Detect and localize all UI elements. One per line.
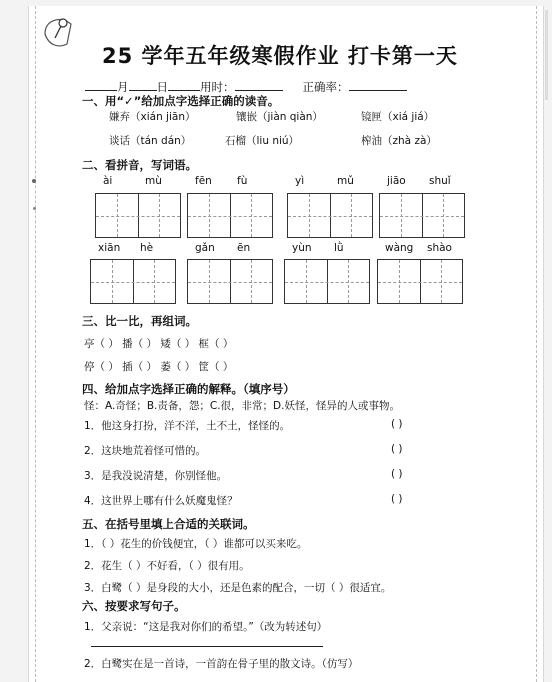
writing-grid[interactable] (379, 193, 465, 238)
writing-grid[interactable] (187, 193, 273, 238)
binding-hole (33, 207, 36, 210)
pinyin-label: hè (140, 242, 154, 254)
section-2-heading: 二、看拼音，写词语。 (82, 158, 197, 172)
grid-guide (443, 194, 444, 237)
grid-guide (91, 282, 175, 283)
definition-item: 1．他这身打扮，洋不洋，土不土，怪怪的。 (84, 420, 291, 432)
definition-item: 2．这块地荒着怪可惜的。 (84, 445, 207, 457)
definition-options: 怪：A.奇怪；B.责备，怨；C.很，非常；D.妖怪，怪异的人或事物。 (84, 400, 400, 412)
pinyin-label: mù (145, 175, 162, 187)
pinyin-label: lǜ (334, 242, 344, 254)
grid-guide (285, 282, 369, 283)
month-label: 月 (117, 80, 129, 94)
pinyin-label: ài (103, 175, 113, 187)
time-label: 用时： (200, 80, 235, 94)
definition-item: 4．这世界上哪有什么妖魔鬼怪？ (84, 495, 238, 507)
grid-guide (380, 216, 464, 217)
pinyin-label: mǔ (337, 175, 354, 187)
definition-item: 3．是我没说清楚，你别怪他。 (84, 470, 228, 482)
grid-guide (441, 260, 442, 303)
pinyin-choice-item: 镜匣（xiá jiá） (361, 111, 435, 123)
answer-paren[interactable]: ( ) (391, 493, 403, 505)
answer-paren[interactable]: ( ) (391, 468, 403, 480)
grid-guide (117, 194, 118, 237)
pinyin-label: xiān (98, 242, 121, 254)
grid-guide (251, 260, 252, 303)
writing-grid[interactable] (284, 259, 370, 304)
grid-guide (112, 260, 113, 303)
grid-guide (96, 216, 180, 217)
accuracy-label: 正确率： (302, 80, 349, 94)
conjunction-item: 2．花生（ ）不好看，（ ）很有用。 (84, 560, 250, 572)
margin-guide-right (536, 6, 537, 682)
writing-grid[interactable] (187, 259, 273, 304)
compare-row: 亭（ ） 播（ ） 矮（ ） 框（ ） (84, 338, 234, 350)
answer-paren[interactable]: ( ) (391, 443, 403, 455)
pinyin-choice-item: 嫌弃（xián jiān） (109, 111, 196, 123)
pinyin-label: jiāo (387, 175, 406, 187)
grid-guide (348, 260, 349, 303)
sentence-task: 2．白鹭实在是一首诗，一首韵在骨子里的散文诗。（仿写） (84, 658, 359, 670)
section-4-heading: 四、给加点字选择正确的解释。（填序号） (82, 382, 295, 396)
worksheet (28, 6, 544, 682)
pinyin-choice-item: 榨油（zhà zà） (361, 135, 437, 147)
writing-grid[interactable] (90, 259, 176, 304)
writing-grid[interactable] (95, 193, 181, 238)
grid-guide (288, 216, 372, 217)
page-title: 25 学年五年级寒假作业 打卡第一天 (102, 44, 458, 68)
compare-row: 停（ ） 插（ ） 萎（ ） 筐（ ） (84, 361, 234, 373)
writing-grid[interactable] (377, 259, 463, 304)
answer-paren[interactable]: ( ) (391, 418, 403, 430)
section-3-heading: 三、比一比，再组词。 (82, 314, 197, 328)
section-6-heading: 六、按要求写句子。 (82, 599, 186, 613)
grid-guide (309, 194, 310, 237)
pushpin-note-icon (41, 14, 79, 52)
grid-guide (306, 260, 307, 303)
conjunction-item: 3．白鹭（ ）是身段的大小，还是色素的配合，一切（ ）很适宜。 (84, 582, 392, 594)
grid-guide (351, 194, 352, 237)
pinyin-choice-item: 镶嵌（jiàn qiàn） (236, 111, 323, 123)
pinyin-label: yì (295, 175, 305, 187)
scrollbar[interactable] (545, 10, 548, 100)
grid-guide (251, 194, 252, 237)
pinyin-label: gǎn (195, 242, 215, 254)
grid-guide (399, 260, 400, 303)
pinyin-label: ēn (237, 242, 251, 254)
grid-guide (188, 282, 272, 283)
section-5-heading: 五、在括号里填上合适的关联词。 (82, 517, 255, 531)
pinyin-label: wàng (385, 242, 414, 254)
grid-guide (188, 216, 272, 217)
grid-guide (159, 194, 160, 237)
pinyin-choice-item: 石榴（liu niú） (225, 135, 300, 147)
pinyin-label: shuǐ (429, 175, 451, 187)
grid-guide (401, 194, 402, 237)
section-1-heading: 一、用“✓”给加点字选择正确的读音。 (82, 94, 280, 108)
grid-guide (209, 194, 210, 237)
pinyin-label: fù (237, 175, 248, 187)
pinyin-choice-item: 谈话（tán dán） (109, 135, 192, 147)
answer-line[interactable] (91, 646, 323, 647)
day-label: 日 (156, 80, 168, 94)
grid-guide (378, 282, 462, 283)
pinyin-label: shào (427, 242, 452, 254)
margin-guide-left (35, 6, 36, 682)
pinyin-label: yùn (292, 242, 312, 254)
conjunction-item: 1．（ ）花生的价钱便宜，（ ）谁都可以买来吃。 (84, 538, 308, 550)
grid-guide (154, 260, 155, 303)
binding-hole (32, 179, 36, 183)
pinyin-label: fēn (195, 175, 212, 187)
sentence-task: 1．父亲说：“这是我对你们的希望。”（改为转述句） (84, 621, 328, 633)
writing-grid[interactable] (287, 193, 373, 238)
grid-guide (209, 260, 210, 303)
